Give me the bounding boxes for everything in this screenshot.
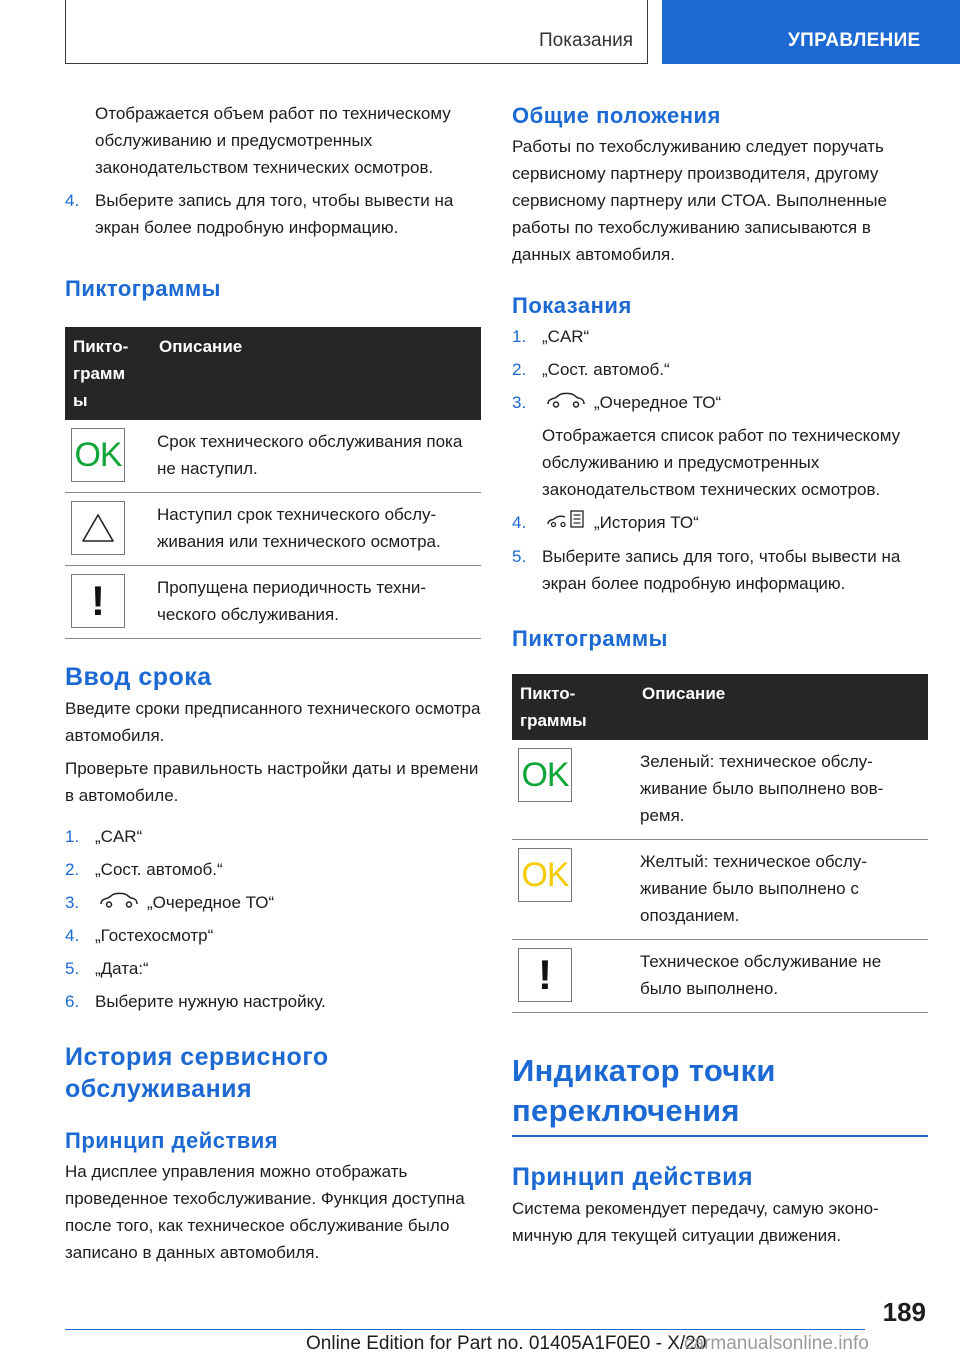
step-text: „CAR“ (542, 327, 590, 346)
service-history-heading: История сервисного обслуживания (65, 1043, 329, 1103)
table-row (512, 840, 928, 940)
step-text: „Очередное ТО“ (147, 893, 275, 912)
car-service-icon (99, 889, 139, 916)
step-text: „Дата:“ (95, 959, 149, 978)
date-entry-text-2: Проверьте правильность настройки даты и времени в автомобиле. (65, 759, 479, 805)
table-cell-description: Техническое обслуживание не было выполнено. (634, 940, 928, 1013)
step-number: 2. (512, 360, 527, 379)
step-number: 3. (512, 393, 527, 412)
pictograms-table (65, 327, 481, 639)
display-heading: Показания (512, 293, 632, 318)
exclamation-icon (518, 948, 572, 1002)
list-item (512, 323, 928, 350)
principle-text: На дисплее управления можно отображать проведенное техобслуживание. Функция доступна после того, как техническое обслуживание было записано в данных автомобиля. (65, 1162, 465, 1262)
date-steps-list (65, 823, 481, 1015)
left-column (65, 100, 481, 1266)
exclamation-icon (71, 574, 125, 628)
date-entry-heading: Ввод срока (65, 663, 212, 691)
table-header-row (65, 327, 481, 420)
general-text: Работы по техобслуживанию следует поручать сервисному партнеру производителя, другому сервисному партнеру или СТОА. Выполненные работы по техобслуживанию записываются в данных автомобиля. (512, 137, 887, 264)
step-detail-text: Отображается список работ по техническому обслуживанию и предусмотренных законодательством технических осмотров. (542, 426, 901, 499)
table-header-row (512, 674, 928, 740)
list-item (65, 988, 481, 1015)
page-number: 189 (882, 1297, 926, 1327)
step-text: Выберите нужную настройку. (95, 992, 326, 1011)
ok-yellow-icon (518, 848, 572, 902)
table-cell-description: Срок технического обслуживания пока не наступил. (151, 420, 481, 493)
table-cell-description: Зеленый: техническое обслуживание было выполнено вовремя. (634, 740, 928, 840)
table-header-description: Описание (151, 327, 481, 420)
intro-text: Отображается объем работ по техническому обслуживанию и предусмотренных законодательством технических осмотров. (95, 104, 451, 177)
table-header-description: Описание (634, 674, 928, 740)
table-row (512, 740, 928, 840)
right-column (512, 102, 928, 1249)
step-text: „Сост. автомоб.“ (95, 860, 223, 879)
watermark-text: carmanualsonline.info (684, 1333, 869, 1354)
exclamation-glyph: ! (91, 577, 105, 624)
list-item (512, 356, 928, 383)
table-header-icon: Пиктограмм ы (65, 327, 151, 420)
step-number: 1. (512, 327, 527, 346)
list-item (65, 823, 481, 850)
ok-glyph: OK (521, 756, 569, 794)
step-text: „Сост. автомоб.“ (542, 360, 670, 379)
step-number: 5. (512, 547, 527, 566)
table-row (65, 420, 481, 493)
list-item (65, 187, 481, 241)
footer-divider (65, 1329, 865, 1330)
step-text: Выберите запись для того, чтобы вывести на экран более подробную информацию. (95, 191, 454, 237)
pictograms-heading: Пиктограммы (65, 276, 221, 301)
list-item (512, 389, 928, 416)
table-cell-description: Пропущена периодичность технического обслуживания. (151, 566, 481, 639)
list-item (65, 856, 481, 883)
table-row (65, 566, 481, 639)
step-text: „Гостехосмотр“ (95, 926, 214, 945)
header-section-label: Показания (539, 30, 633, 51)
ok-green-icon (518, 748, 572, 802)
principle-heading: Принцип действия (512, 1163, 754, 1191)
table-cell-description: Наступил срок технического обслуживания или технического осмотра. (151, 493, 481, 566)
display-steps-list (512, 323, 928, 597)
header-section-box (65, 0, 648, 64)
table-row (512, 940, 928, 1013)
step-number: 6. (65, 992, 80, 1011)
step-text: „Очередное ТО“ (594, 393, 722, 412)
pictograms-heading: Пиктограммы (512, 626, 668, 651)
exclamation-glyph: ! (538, 951, 552, 998)
list-item (65, 922, 481, 949)
list-item (65, 955, 481, 982)
step-number: 5. (65, 959, 80, 978)
step-text: „История ТО“ (594, 513, 699, 532)
list-item (65, 889, 481, 916)
step-number: 4. (512, 513, 527, 532)
ok-green-icon (71, 428, 125, 482)
ok-glyph: OK (521, 856, 569, 894)
service-history-icon (546, 509, 586, 537)
header-chapter-label: УПРАВЛЕНИЕ (788, 30, 921, 51)
ok-glyph: OK (74, 436, 122, 474)
principle-heading: Принцип действия (65, 1128, 279, 1153)
list-item (512, 509, 928, 537)
general-heading: Общие положения (512, 103, 721, 128)
step-text: „CAR“ (95, 827, 143, 846)
edition-text: Online Edition for Part no. 01405A1F0E0 - X/20 (306, 1333, 707, 1354)
shift-indicator-heading: Индикатор точки переключения (512, 1053, 776, 1128)
step-text: Выберите запись для того, чтобы вывести на экран более подробную информацию. (542, 547, 901, 593)
table-row (65, 493, 481, 566)
warning-triangle-icon (71, 501, 125, 555)
step-number: 1. (65, 827, 80, 846)
step-number: 3. (65, 893, 80, 912)
car-service-icon (546, 389, 586, 416)
header-chapter-tab (662, 0, 960, 64)
step-number: 4. (65, 926, 80, 945)
date-entry-text-1: Введите сроки предписанного технического осмотра автомобиля. (65, 699, 481, 745)
principle-text: Система рекомендует передачу, самую экономичную для текущей ситуации движения. (512, 1199, 879, 1245)
table-header-icon: Пиктограммы (512, 674, 634, 740)
table-cell-description: Желтый: техническое обслуживание было выполнено с опозданием. (634, 840, 928, 940)
heading-divider (512, 1135, 928, 1137)
list-item (512, 543, 928, 597)
pictograms-table (512, 674, 928, 1013)
step-number: 2. (65, 860, 80, 879)
step-number: 4. (65, 191, 80, 210)
